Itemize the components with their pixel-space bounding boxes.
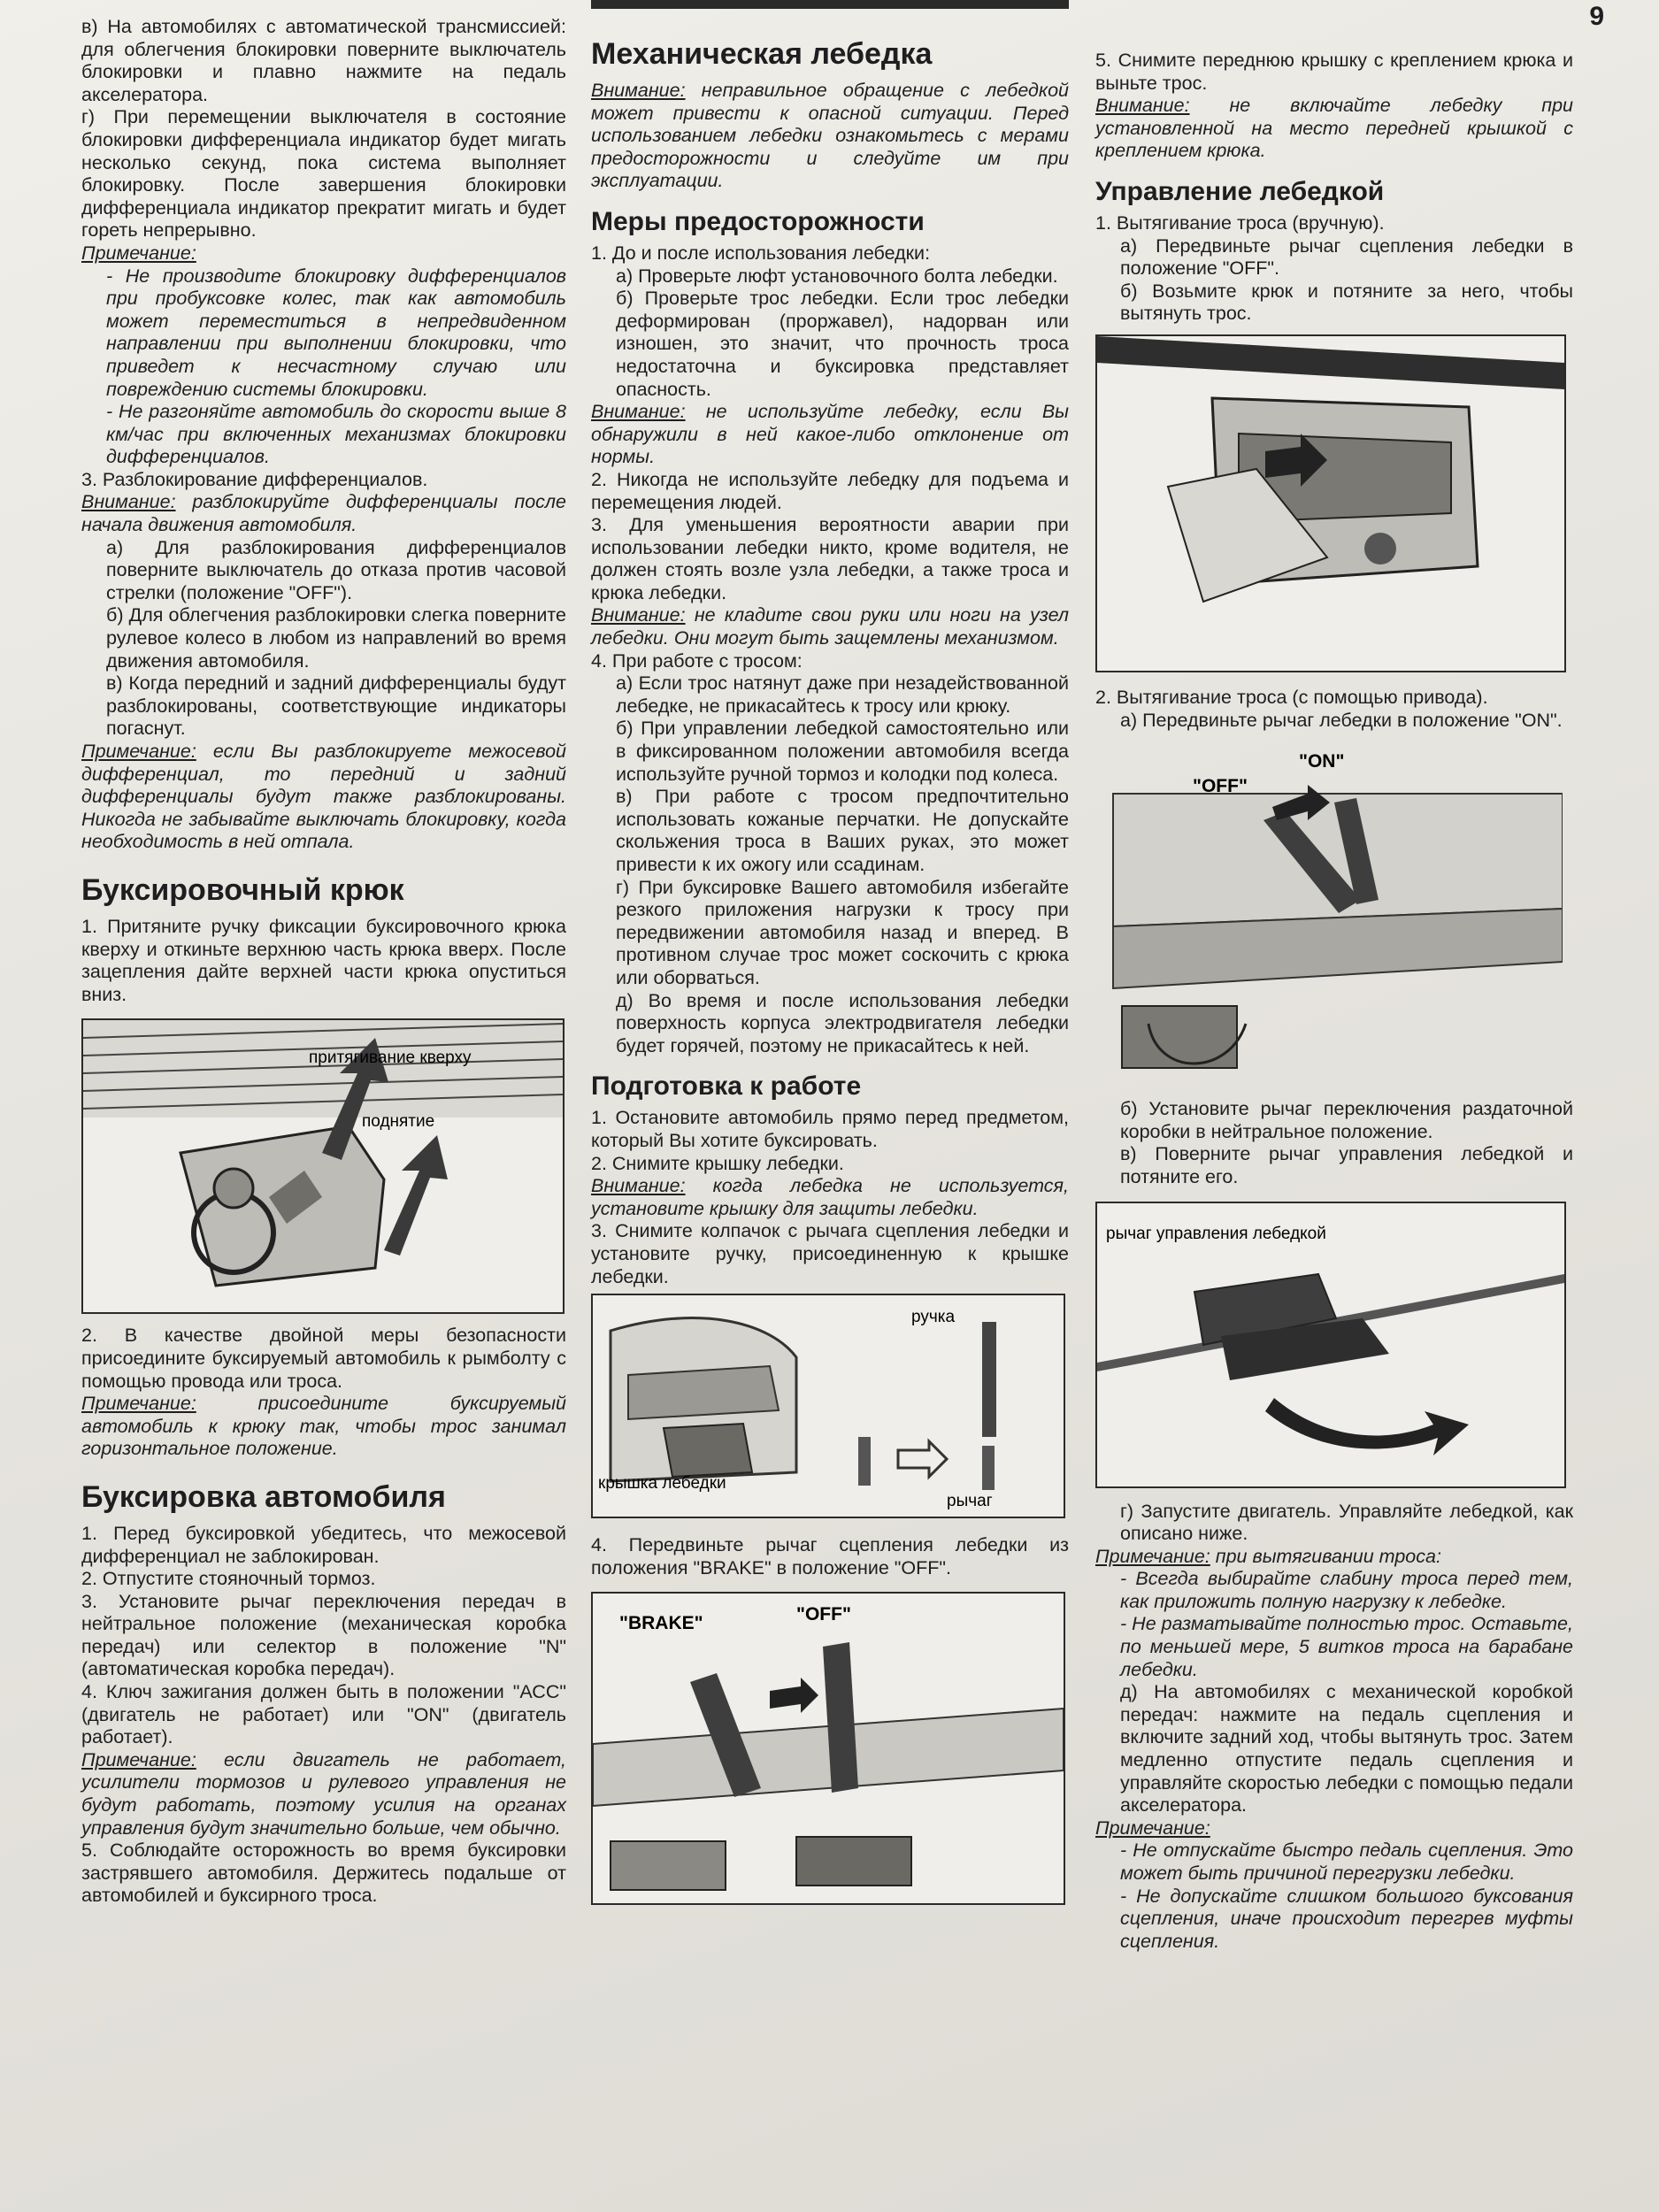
note	[1095, 1817, 1573, 1840]
note-text: присоедините буксируемый автомобиль к крюку так, чтобы трос занимал горизонтальное положение.	[81, 1393, 566, 1460]
warning-label: Внимание:	[81, 491, 176, 513]
figure-label-lever: рычаг	[947, 1492, 993, 1511]
note-label: Примечание:	[81, 1748, 196, 1770]
paragraph: г) При перемещении выключателя в состояние блокировки дифференциала индикатор будет мигать несколько секунд, пока система выполняет блокировку. После завершения блокировки дифференциала индикатор прекратит мигать и будет гореть непрерывно.	[81, 106, 566, 242]
warning-label: Внимание:	[591, 604, 686, 626]
warning-text: не включайте лебедку при установленной на место передней крышкой с креплением крюка.	[1095, 95, 1573, 162]
section-heading-tow-hook: Буксировочный крюк	[81, 872, 404, 907]
paragraph: в) На автомобилях с автоматической трансмиссией: для облегчения блокировки поверните выключатель блокировки и плавно нажмите на педаль акселератора.	[81, 16, 566, 105]
note-label: Примечание:	[81, 741, 196, 762]
note-text: - Не отпускайте быстро педаль сцепления. Это может быть причиной перегрузки лебедки.	[1120, 1839, 1573, 1884]
note-label: Примечание:	[1095, 1816, 1210, 1839]
paragraph: б) Проверьте трос лебедки. Если трос лебедки деформирован (проржавел), надорван или изношен, это значит, что прочность троса недостаточна и буксировка представляет опасность.	[616, 288, 1069, 400]
note	[81, 741, 566, 854]
paragraph: а) Для разблокирования дифференциалов поверните выключатель до отказа против часовой стрелки (положение "OFF").	[106, 536, 566, 603]
paragraph: 1. Притяните ручку фиксации буксировочного крюка кверху и откиньте верхнюю часть крюка вверх. После зацепления дайте верхней части крюка опуститься вниз.	[81, 915, 566, 1005]
figure-brake-lever	[591, 1592, 1065, 1905]
warning	[591, 1175, 1069, 1220]
paragraph: 2. Отпустите стояночный тормоз.	[81, 1568, 376, 1590]
brake-lever-illustration	[593, 1594, 1064, 1903]
figure-label-off: "OFF"	[796, 1604, 851, 1625]
warning-label: Внимание:	[591, 80, 686, 101]
paragraph: 1. Перед буксировкой убедитесь, что межосевой дифференциал не заблокирован.	[81, 1522, 566, 1567]
paragraph: д) Во время и после использования лебедки поверхность корпуса электродвигателя лебедки будет горячей, поэтому не прикасайтесь к ней.	[616, 989, 1069, 1056]
figure-label-pull-up: притягивание кверху	[309, 1048, 472, 1068]
paragraph: в) Поверните рычаг управления лебедкой и потяните его.	[1120, 1143, 1573, 1187]
tow-hook-illustration	[83, 1020, 563, 1312]
paragraph: 5. Соблюдайте осторожность во время буксировки застрявшего автомобиля. Держитесь подальше от автомобилей и буксирного троса.	[81, 1839, 566, 1907]
paragraph: в) Когда передний и задний дифференциалы будут разблокированы, соответствующие индикаторы погаснут.	[106, 672, 566, 740]
paragraph: г) При буксировке Вашего автомобиля избегайте резкого приложения нагрузки к тросу при передвижении автомобиля назад и вперед. В противном случае трос может соскочить с крюка или оборваться.	[616, 876, 1069, 988]
note-label: Примечание:	[81, 1393, 196, 1415]
note-label: Примечание:	[81, 242, 196, 264]
paragraph: 1. Вытягивание троса (вручную).	[1095, 211, 1385, 234]
warning	[591, 80, 1069, 193]
paragraph: б) При управлении лебедкой самостоятельно или в фиксированном положении автомобиля всегда используйте ручной тормоз и колодки под колеса.	[616, 718, 1069, 785]
paragraph: б) Возьмите крюк и потяните за него, чтобы вытянуть трос.	[1120, 280, 1573, 325]
paragraph: а) Проверьте люфт установочного болта лебедки.	[616, 265, 1058, 287]
note-text: - Не разматывайте полностью трос. Оставьте, по меньшей мере, 5 витков троса на барабане лебедки.	[1120, 1613, 1573, 1680]
column-middle	[591, 16, 1069, 1910]
note-label: Примечание:	[1095, 1545, 1210, 1567]
section-heading-control: Управление лебедкой	[1095, 176, 1385, 206]
note	[1095, 1546, 1573, 1569]
note-text: - Не производите блокировку дифференциалов при пробуксовке колес, так как автомобиль может переместиться в непредвиденном направлении при выполнении блокировки, что приведет к несчастному случаю или повреждению системы блокировки.	[106, 265, 566, 400]
paragraph: а) Передвиньте рычаг сцепления лебедки в положение "OFF".	[1120, 234, 1573, 280]
paragraph: б) Для облегчения разблокировки слегка поверните рулевое колесо в любом из направлений во время движения автомобиля.	[106, 604, 566, 672]
warning-text: неправильное обращение с лебедкой может привести к опасной ситуации. Перед использованием лебедки ознакомьтесь с мерами предосторожности и следуйте им при эксплуатации.	[591, 80, 1069, 192]
paragraph: б) Установите рычаг переключения раздаточной коробки в нейтральное положение.	[1120, 1098, 1573, 1142]
note	[81, 1393, 566, 1461]
paragraph: а) Если трос натянут даже при незадействованной лебедке, не прикасайтесь к тросу или крюку.	[616, 672, 1069, 717]
note-text: - Всегда выбирайте слабину троса перед тем, как приложить полную нагрузку к лебедке.	[1120, 1568, 1573, 1612]
warning-label: Внимание:	[1095, 95, 1190, 117]
paragraph: 2. В качестве двойной меры безопасности присоедините буксируемый автомобиль к рымболту с помощью провода или троса.	[81, 1325, 566, 1392]
column-right	[1095, 16, 1573, 1953]
note-title: при вытягивании троса:	[1210, 1545, 1441, 1567]
warning-text: когда лебедка не используется, установите крышку для защиты лебедки.	[591, 1175, 1069, 1219]
note-text: - Не допускайте слишком большого буксования сцепления, иначе происходит перегрев муфты сцепления.	[1120, 1885, 1573, 1952]
note-text: если Вы разблокируете межосевой дифференциал, то передний и задний дифференциалы будут также разблокированы. Никогда не забывайте выключать блокировку, когда необходимость в ней отпала.	[81, 741, 566, 853]
warning	[81, 491, 566, 536]
figure-handle-install	[591, 1294, 1065, 1518]
on-lever-illustration	[1095, 741, 1563, 1086]
paragraph: в) При работе с тросом предпочтительно использовать кожаные перчатки. Не допускайте скольжения троса в Ваших руках, это может привести к их ожогу или ссадинам.	[616, 786, 1069, 875]
paragraph: 4. Передвиньте рычаг сцепления лебедки из положения "BRAKE" в положение "OFF".	[591, 1534, 1069, 1578]
section-heading-safety: Меры предосторожности	[591, 206, 925, 236]
figure-label-cover: крышка лебедки	[598, 1474, 726, 1494]
figure-label-lift: поднятие	[362, 1112, 435, 1132]
warning-text: не кладите свои руки или ноги на узел лебедки. Они могут быть защемлены механизмом.	[591, 604, 1069, 649]
figure-label-off: "OFF"	[1193, 776, 1248, 797]
page-number: 9	[1589, 2, 1604, 31]
manual-pull-illustration	[1097, 336, 1564, 671]
paragraph: 2. Снимите крышку лебедки.	[591, 1152, 844, 1174]
paragraph: 2. Никогда не используйте лебедку для подъема и перемещения людей.	[591, 468, 1069, 513]
figure-tow-hook	[81, 1018, 565, 1314]
warning	[1095, 95, 1573, 163]
paragraph: 3. Снимите колпачок с рычага сцепления лебедки и установите ручку, присоединенную к крышке лебедки.	[591, 1220, 1069, 1287]
warning-label: Внимание:	[591, 1175, 686, 1197]
figure-on-lever	[1095, 741, 1563, 1086]
paragraph: д) На автомобилях с механической коробкой передач: нажмите на педаль сцепления и включите задний ход, чтобы вытянуть трос. Затем медленно отпустите педаль сцепления и управляйте скоростью лебедки с помощью педали акселератора.	[1120, 1681, 1573, 1816]
paragraph: г) Запустите двигатель. Управляйте лебедкой, как описано ниже.	[1120, 1500, 1573, 1545]
control-lever-illustration	[1097, 1203, 1564, 1486]
figure-control-lever	[1095, 1202, 1566, 1488]
figure-manual-pull	[1095, 334, 1566, 672]
paragraph: 4. При работе с тросом:	[591, 649, 803, 672]
header-bar	[591, 0, 1069, 9]
paragraph: 1. До и после использования лебедки:	[591, 242, 931, 264]
section-heading-preparation: Подготовка к работе	[591, 1071, 862, 1102]
paragraph: 2. Вытягивание троса (с помощью привода).	[1095, 686, 1488, 708]
paragraph: а) Передвиньте рычаг лебедки в положение "ON".	[1120, 709, 1563, 731]
figure-label-brake: "BRAKE"	[619, 1613, 703, 1634]
section-heading-winch: Механическая лебедка	[591, 37, 933, 71]
paragraph: 5. Снимите переднюю крышку с креплением крюка и выньте трос.	[1095, 50, 1573, 94]
figure-label-control-lever: рычаг управления лебедкой	[1106, 1224, 1326, 1243]
note-text: если двигатель не работает, усилители тормозов и рулевого управления не будут работать, поэтому усилия на органах управления будут значительно больше, чем обычно.	[81, 1748, 566, 1839]
warning-text: разблокируйте дифференциалы после начала движения автомобиля.	[81, 491, 566, 536]
paragraph: 3. Для уменьшения вероятности аварии при использовании лебедки никто, кроме водителя, не должен стоять возле узла лебедки, а также троса и крюка лебедки.	[591, 514, 1069, 603]
note	[81, 1749, 566, 1839]
paragraph: 3. Разблокирование дифференциалов.	[81, 468, 428, 490]
figure-label-handle: ручка	[911, 1308, 956, 1327]
column-left	[81, 16, 566, 1908]
paragraph: 3. Установите рычаг переключения передач в нейтральное положение (механическая коробка передач) или селектор в положение "N" (автоматическая коробка передач).	[81, 1590, 566, 1680]
paragraph: 4. Ключ зажигания должен быть в положении "АСС" (двигатель не работает) или "ON" (двигатель работает).	[81, 1681, 566, 1748]
section-heading-towing: Буксировка автомобиля	[81, 1479, 446, 1514]
warning	[591, 401, 1069, 469]
warning-text: не используйте лебедку, если Вы обнаружили в ней какое-либо отклонение от нормы.	[591, 401, 1069, 468]
note-text: - Не разгоняйте автомобиль до скорости выше 8 км/час при включенных механизмах блокировки дифференциалов.	[106, 401, 566, 468]
warning-label: Внимание:	[591, 401, 686, 423]
paragraph: 1. Остановите автомобиль прямо перед предметом, который Вы хотите буксировать.	[591, 1107, 1069, 1151]
warning	[591, 604, 1069, 649]
note	[81, 242, 566, 265]
figure-label-on: "ON"	[1299, 751, 1345, 772]
handle-install-illustration	[593, 1295, 1064, 1517]
